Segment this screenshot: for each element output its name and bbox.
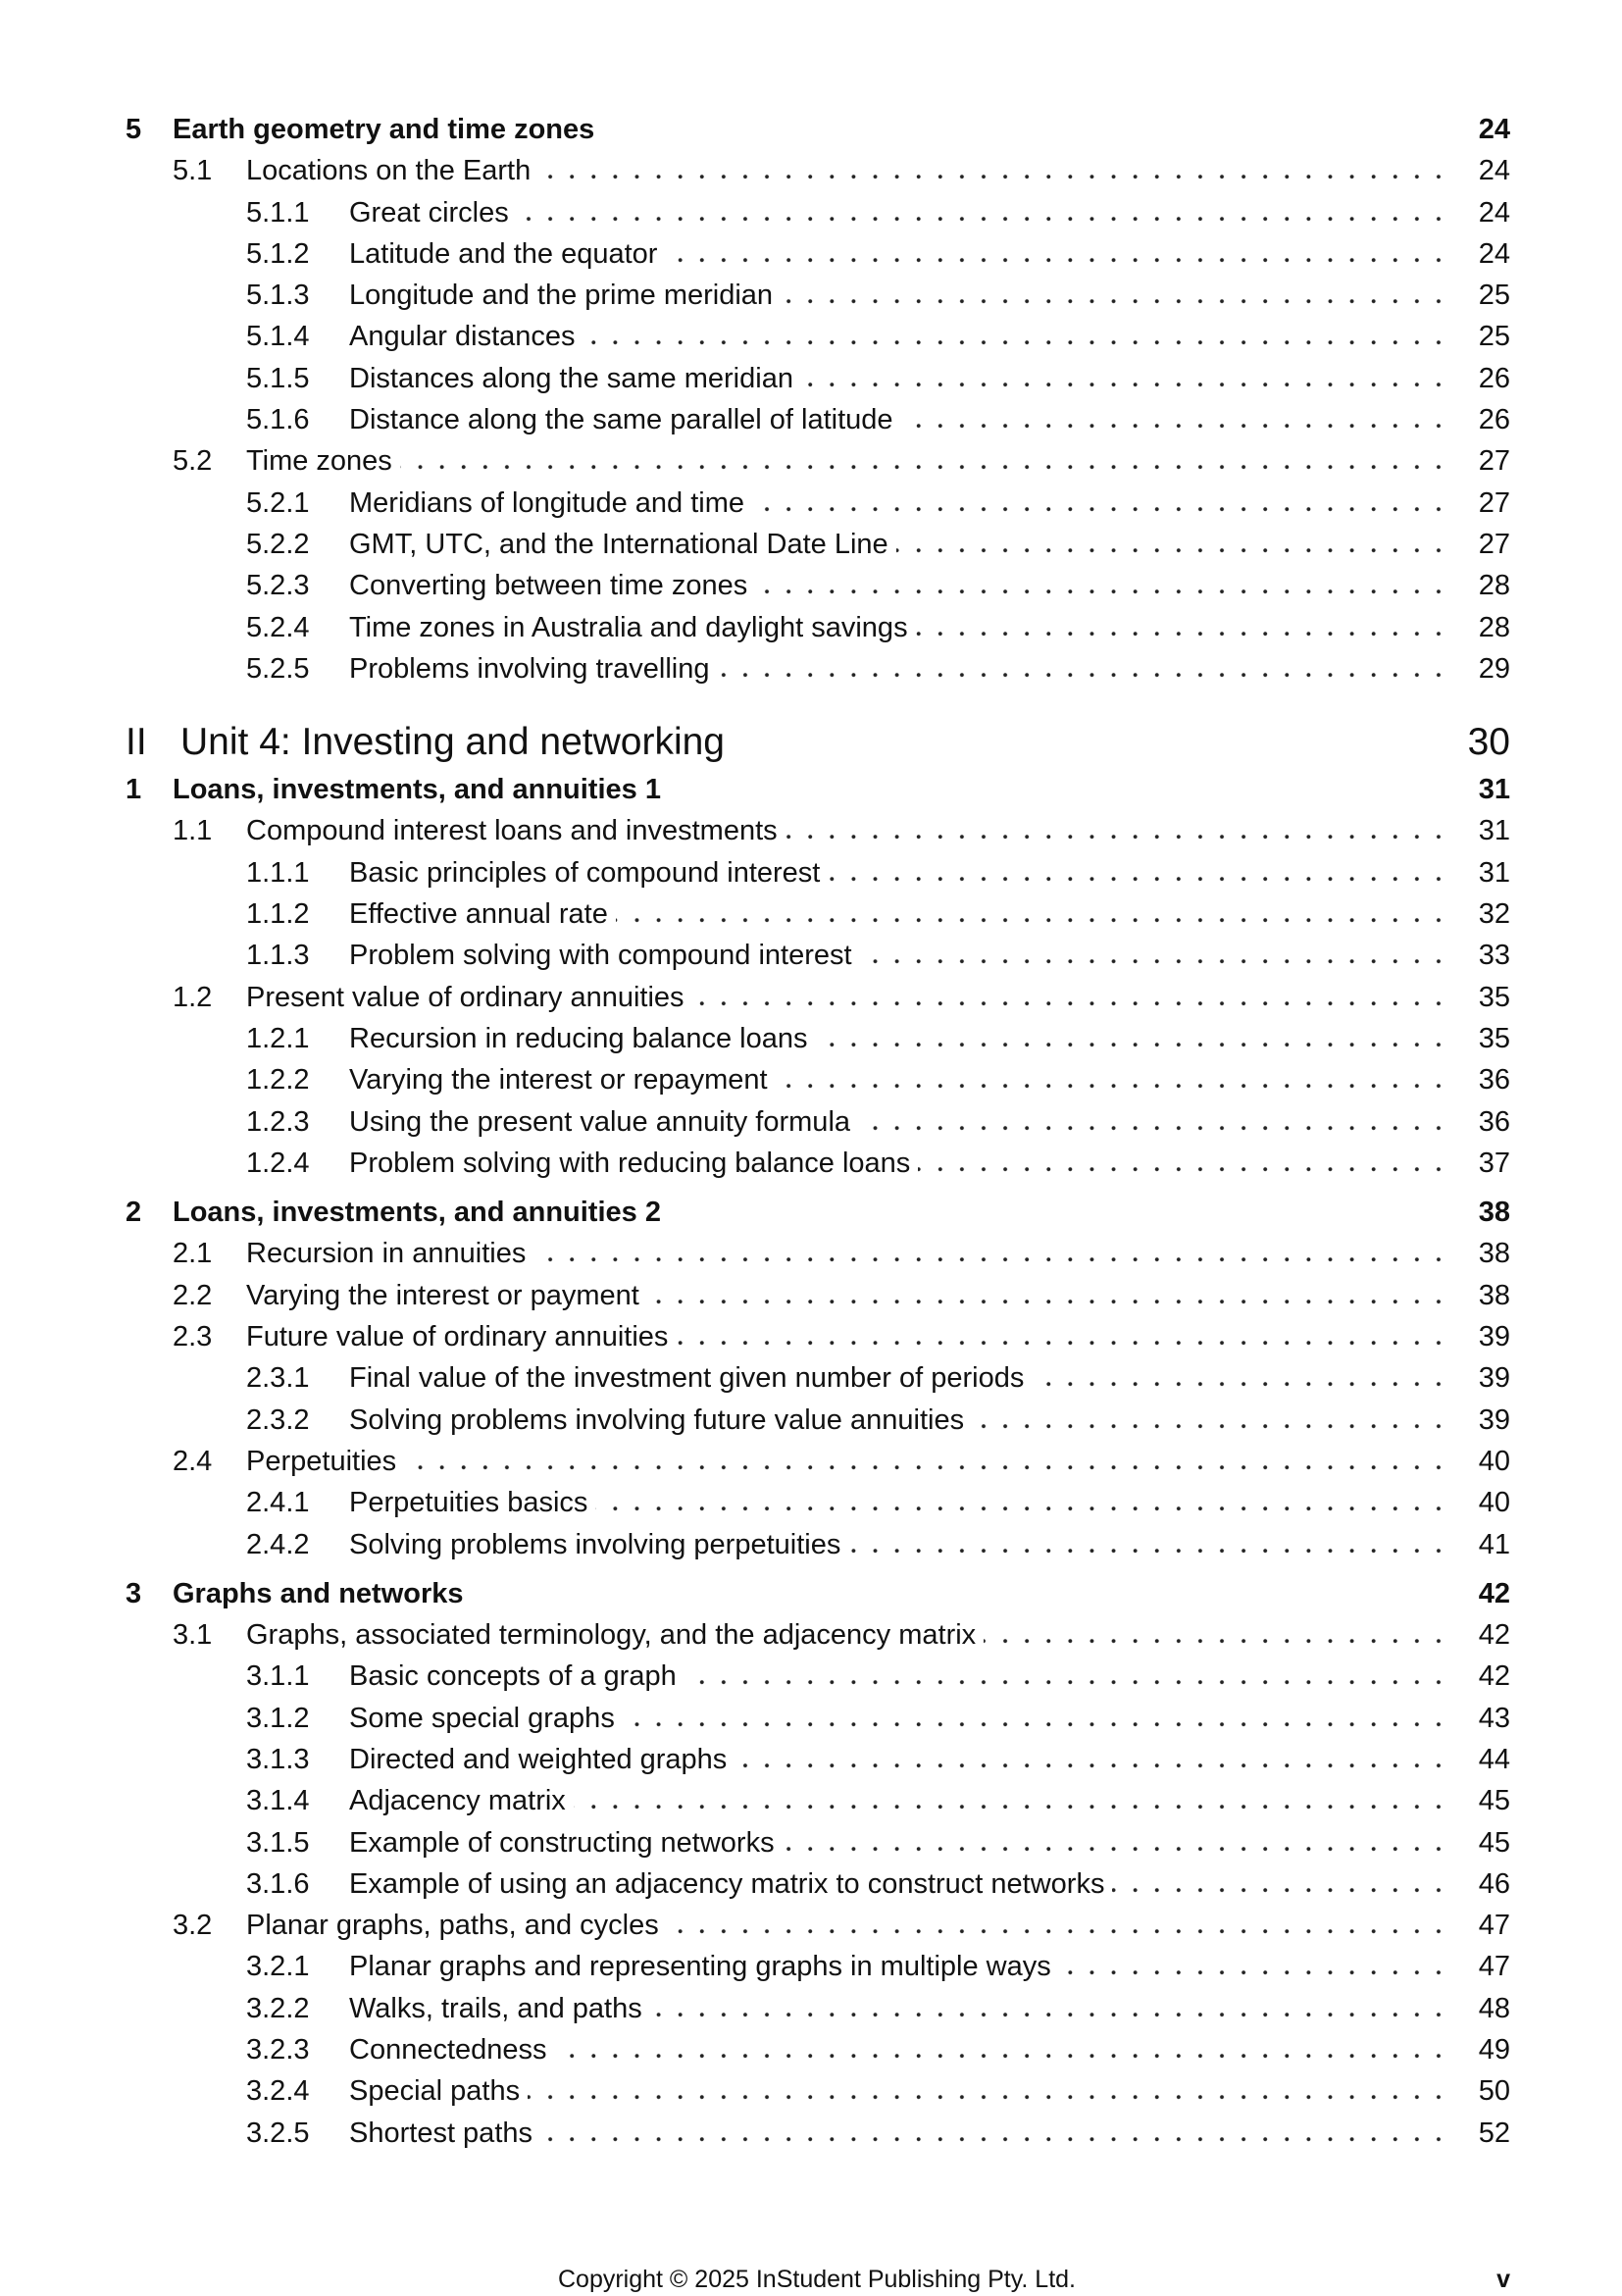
entry-page: 29: [1478, 652, 1510, 685]
toc-entry-subsection[interactable]: [0, 2029, 1622, 2070]
entry-page: 36: [1478, 1064, 1510, 1097]
entry-title: Compound interest loans and investments: [246, 810, 786, 851]
toc-entry-subsection[interactable]: [0, 1018, 1622, 1059]
entry-title: Present value of ordinary annuities: [246, 977, 692, 1018]
dot-leader: [574, 1780, 1449, 1821]
toc-entry-chapter[interactable]: [0, 109, 1622, 150]
copyright-notice: Copyright © 2025 InStudent Publishing Pty. Ltd.: [557, 2266, 1076, 2293]
entry-number: 2.4.2: [246, 1528, 310, 1560]
entry-number: 1.1: [173, 815, 213, 847]
entry-page: 42: [1478, 1577, 1510, 1609]
entry-number: 3.1.1: [246, 1660, 310, 1693]
entry-number: 3.1.5: [246, 1826, 310, 1859]
entry-title: Directed and weighted graphs: [349, 1739, 735, 1780]
dot-leader: [786, 810, 1449, 851]
entry-title: GMT, UTC, and the International Date Line: [349, 524, 896, 565]
dot-leader: [538, 150, 1449, 191]
entry-number: 2.3.1: [246, 1362, 310, 1395]
entry-number: 1.1.3: [246, 940, 310, 972]
entry-number: 5.1: [173, 155, 213, 187]
entry-title: Earth geometry and time zones: [173, 109, 602, 150]
toc-entry-subsection[interactable]: [0, 852, 1622, 893]
entry-title: Recursion in reducing balance loans: [349, 1018, 816, 1059]
entry-title: Solving problems involving future value annuities: [349, 1400, 972, 1441]
entry-number: 3: [126, 1577, 142, 1609]
dot-leader: [896, 524, 1449, 565]
toc-entry-subsection[interactable]: [0, 316, 1622, 357]
entry-number: 1.2: [173, 981, 213, 1013]
entry-title: Effective annual rate: [349, 893, 616, 935]
entry-title: Solving problems involving perpetuities: [349, 1524, 848, 1565]
dot-leader: [517, 192, 1449, 233]
dot-leader: [400, 440, 1449, 482]
entry-page: 33: [1478, 940, 1510, 972]
entry-number: 3.2.5: [246, 2117, 310, 2149]
toc-entry-subsection[interactable]: [0, 893, 1622, 935]
toc-entry-subsection[interactable]: [0, 399, 1622, 440]
entry-number: 1.2.1: [246, 1022, 310, 1054]
entry-page: 26: [1478, 404, 1510, 436]
toc-entry-subsection[interactable]: [0, 1863, 1622, 1905]
entry-title: Perpetuities: [246, 1441, 404, 1482]
entry-page: 35: [1478, 981, 1510, 1013]
dot-leader: [684, 1656, 1449, 1697]
dot-leader: [667, 1905, 1449, 1946]
entry-number: 3.1: [173, 1619, 213, 1652]
entry-number: 5.2: [173, 445, 213, 478]
dot-leader: [623, 1698, 1449, 1739]
entry-title: Planar graphs, paths, and cycles: [246, 1905, 667, 1946]
dot-leader: [816, 1018, 1449, 1059]
entry-page: 47: [1478, 1910, 1510, 1942]
entry-number: 2.4: [173, 1445, 213, 1477]
entry-title: Time zones in Australia and daylight savings: [349, 607, 916, 648]
entry-title: Recursion in annuities: [246, 1233, 533, 1274]
toc-entry-subsection[interactable]: [0, 358, 1622, 399]
dot-leader: [555, 2029, 1449, 2070]
entry-title: Example of constructing networks: [349, 1822, 783, 1863]
dot-leader: [858, 1101, 1449, 1143]
toc-entry-chapter[interactable]: [0, 1192, 1622, 1233]
entry-page: 40: [1478, 1487, 1510, 1519]
entry-number: 3.1.4: [246, 1785, 310, 1817]
dot-leader: [595, 1482, 1449, 1523]
dot-leader: [781, 275, 1449, 316]
entry-number: 3.2.3: [246, 2034, 310, 2066]
entry-number: 2.3.2: [246, 1403, 310, 1436]
toc-entry-chapter[interactable]: [0, 1573, 1622, 1614]
entry-number: 5.1.2: [246, 237, 310, 270]
entry-number: 1: [126, 774, 142, 806]
entry-title: Planar graphs and representing graphs in multiple ways: [349, 1946, 1059, 1987]
entry-title: Final value of the investment given number of periods: [349, 1357, 1032, 1399]
toc-entry-subsection[interactable]: [0, 2113, 1622, 2154]
toc-entry-section[interactable]: [0, 1614, 1622, 1656]
toc-entry-section[interactable]: [0, 1275, 1622, 1316]
entry-page: 41: [1478, 1528, 1510, 1560]
entry-page: 36: [1478, 1105, 1510, 1138]
toc-entry-subsection[interactable]: [0, 1698, 1622, 1739]
toc-entry-subsection[interactable]: [0, 1482, 1622, 1523]
entry-number: 5.2.5: [246, 652, 310, 685]
entry-number: 5.1.4: [246, 321, 310, 353]
entry-page: 30: [1467, 721, 1510, 764]
entry-number: 5.2.4: [246, 611, 310, 643]
entry-number: 3.2.1: [246, 1951, 310, 1983]
entry-number: 5: [126, 114, 142, 145]
dot-leader: [1032, 1357, 1449, 1399]
toc-entry-section[interactable]: [0, 150, 1622, 191]
dot-leader: [848, 1524, 1449, 1565]
entry-title: Latitude and the equator: [349, 233, 665, 275]
entry-page: 40: [1478, 1445, 1510, 1477]
toc-entry-subsection[interactable]: [0, 607, 1622, 648]
entry-page: 46: [1478, 1867, 1510, 1900]
entry-number: 2.2: [173, 1279, 213, 1311]
entry-page: 38: [1478, 1238, 1510, 1270]
dot-leader: [528, 2070, 1449, 2112]
toc-entry-subsection[interactable]: [0, 648, 1622, 689]
dot-leader: [828, 852, 1449, 893]
toc-entry-chapter[interactable]: [0, 769, 1622, 810]
entry-page: 24: [1478, 196, 1510, 229]
entry-title: Connectedness: [349, 2029, 555, 2070]
entry-page: 43: [1478, 1702, 1510, 1734]
toc-entry-subsection[interactable]: [0, 1143, 1622, 1184]
toc-entry-subsection[interactable]: [0, 1739, 1622, 1780]
entry-number: 2.3: [173, 1321, 213, 1353]
entry-number: 1.1.1: [246, 856, 310, 889]
dot-leader: [650, 1988, 1449, 2029]
dot-leader: [1059, 1946, 1449, 1987]
entry-page: 31: [1478, 815, 1510, 847]
toc-entry-section[interactable]: [0, 1233, 1622, 1274]
entry-page: 27: [1478, 486, 1510, 519]
entry-title: Angular distances: [349, 316, 583, 357]
toc-entry-subsection[interactable]: [0, 1822, 1622, 1863]
dot-leader: [718, 648, 1449, 689]
toc-entry-subsection[interactable]: [0, 1059, 1622, 1100]
entry-title: Graphs, associated terminology, and the adjacency matrix: [246, 1614, 984, 1656]
entry-page: 45: [1478, 1826, 1510, 1859]
entry-page: 32: [1478, 898, 1510, 931]
dot-leader: [755, 565, 1449, 606]
toc-entry-subsection[interactable]: [0, 483, 1622, 524]
entry-number: 5.2.2: [246, 528, 310, 560]
entry-title: Using the present value annuity formula: [349, 1101, 858, 1143]
toc-entry-subsection[interactable]: [0, 1780, 1622, 1821]
entry-title: Graphs and networks: [173, 1573, 472, 1614]
entry-title: Distances along the same meridian: [349, 358, 801, 399]
toc-entry-section[interactable]: [0, 810, 1622, 851]
entry-title: Locations on the Earth: [246, 150, 538, 191]
entry-page: 38: [1478, 1279, 1510, 1311]
entry-page: 47: [1478, 1951, 1510, 1983]
entry-title: Basic principles of compound interest: [349, 852, 828, 893]
entry-page: 35: [1478, 1022, 1510, 1054]
toc-entry-subsection[interactable]: [0, 1656, 1622, 1697]
entry-title: Example of using an adjacency matrix to construct networks: [349, 1863, 1112, 1905]
toc-entry-subsection[interactable]: [0, 524, 1622, 565]
dot-leader: [901, 399, 1449, 440]
toc-entry-subsection[interactable]: [0, 935, 1622, 976]
dot-leader: [583, 316, 1449, 357]
dot-leader: [533, 1233, 1449, 1274]
entry-title: Problem solving with compound interest: [349, 935, 860, 976]
entry-page: 45: [1478, 1785, 1510, 1817]
entry-number: II: [126, 721, 147, 764]
entry-number: 5.2.3: [246, 570, 310, 602]
entry-title: Converting between time zones: [349, 565, 755, 606]
toc-entry-subsection[interactable]: [0, 1524, 1622, 1565]
toc-entry-subsection[interactable]: [0, 1357, 1622, 1399]
entry-title: Loans, investments, and annuities 2: [173, 1192, 669, 1233]
toc-entry-section[interactable]: [0, 1905, 1622, 1946]
toc-entry-part[interactable]: [0, 718, 1622, 767]
entry-number: 3.2.2: [246, 1992, 310, 2024]
entry-title: Perpetuities basics: [349, 1482, 595, 1523]
entry-page: 24: [1478, 237, 1510, 270]
entry-title: Some special graphs: [349, 1698, 623, 1739]
entry-page: 42: [1478, 1660, 1510, 1693]
dot-leader: [752, 483, 1449, 524]
entry-page: 27: [1478, 528, 1510, 560]
entry-page: 39: [1478, 1362, 1510, 1395]
entry-title: Unit 4: Investing and networking: [180, 718, 733, 767]
table-of-contents: [0, 109, 1622, 2154]
entry-number: 5.1.1: [246, 196, 310, 229]
toc-entry-subsection[interactable]: [0, 1946, 1622, 1987]
dot-leader: [801, 358, 1449, 399]
dot-leader: [1112, 1863, 1449, 1905]
toc-entry-section[interactable]: [0, 977, 1622, 1018]
dot-leader: [860, 935, 1449, 976]
entry-title: Problems involving travelling: [349, 648, 718, 689]
dot-leader: [404, 1441, 1449, 1482]
entry-title: Future value of ordinary annuities: [246, 1316, 676, 1357]
dot-leader: [916, 607, 1449, 648]
toc-entry-subsection[interactable]: [0, 1400, 1622, 1441]
entry-page: 39: [1478, 1403, 1510, 1436]
entry-number: 3.1.3: [246, 1743, 310, 1775]
entry-page: 26: [1478, 362, 1510, 394]
dot-leader: [735, 1739, 1449, 1780]
dot-leader: [972, 1400, 1449, 1441]
entry-title: Time zones: [246, 440, 400, 482]
toc-entry-subsection[interactable]: [0, 1101, 1622, 1143]
entry-page: 38: [1478, 1197, 1510, 1229]
toc-entry-section[interactable]: [0, 1316, 1622, 1357]
entry-page: 31: [1478, 774, 1510, 806]
entry-page: 49: [1478, 2034, 1510, 2066]
entry-number: 1.2.4: [246, 1147, 310, 1179]
entry-page: 39: [1478, 1321, 1510, 1353]
dot-leader: [692, 977, 1449, 1018]
entry-page: 25: [1478, 321, 1510, 353]
dot-leader: [776, 1059, 1449, 1100]
entry-page: 52: [1478, 2117, 1510, 2149]
dot-leader: [647, 1275, 1449, 1316]
entry-page: 24: [1478, 155, 1510, 187]
entry-title: Great circles: [349, 192, 517, 233]
entry-page: 44: [1478, 1743, 1510, 1775]
entry-number: 3.2.4: [246, 2075, 310, 2108]
entry-number: 1.2.3: [246, 1105, 310, 1138]
entry-title: Adjacency matrix: [349, 1780, 574, 1821]
entry-page: 27: [1478, 445, 1510, 478]
entry-title: Varying the interest or repayment: [349, 1059, 776, 1100]
entry-title: Loans, investments, and annuities 1: [173, 769, 669, 810]
toc-entry-subsection[interactable]: [0, 1988, 1622, 2029]
entry-number: 3.1.6: [246, 1867, 310, 1900]
entry-page: 28: [1478, 611, 1510, 643]
dot-leader: [676, 1316, 1449, 1357]
entry-title: Walks, trails, and paths: [349, 1988, 650, 2029]
entry-title: Problem solving with reducing balance loans: [349, 1143, 918, 1184]
entry-page: 48: [1478, 1992, 1510, 2024]
dot-leader: [616, 893, 1449, 935]
toc-entry-subsection[interactable]: [0, 192, 1622, 233]
toc-entry-section[interactable]: [0, 440, 1622, 482]
entry-page: 37: [1478, 1147, 1510, 1179]
entry-number: 3.2: [173, 1910, 213, 1942]
entry-number: 2.1: [173, 1238, 213, 1270]
entry-number: 3.1.2: [246, 1702, 310, 1734]
entry-number: 5.2.1: [246, 486, 310, 519]
entry-page: 24: [1478, 114, 1510, 145]
toc-entry-subsection[interactable]: [0, 275, 1622, 316]
entry-title: Special paths: [349, 2070, 528, 2112]
dot-leader: [665, 233, 1449, 275]
entry-number: 2.4.1: [246, 1487, 310, 1519]
entry-number: 2: [126, 1197, 142, 1229]
entry-title: Distance along the same parallel of latitude: [349, 399, 901, 440]
toc-entry-section[interactable]: [0, 1441, 1622, 1482]
entry-page: 28: [1478, 570, 1510, 602]
dot-leader: [783, 1822, 1449, 1863]
entry-title: Shortest paths: [349, 2113, 540, 2154]
toc-entry-subsection[interactable]: [0, 233, 1622, 275]
entry-title: Varying the interest or payment: [246, 1275, 647, 1316]
entry-page: 42: [1478, 1619, 1510, 1652]
entry-page: 50: [1478, 2075, 1510, 2108]
dot-leader: [918, 1143, 1449, 1184]
entry-page: 31: [1478, 856, 1510, 889]
entry-page: 25: [1478, 280, 1510, 312]
entry-title: Meridians of longitude and time: [349, 483, 752, 524]
page-number: v: [1496, 2266, 1510, 2293]
dot-leader: [984, 1614, 1449, 1656]
entry-title: Basic concepts of a graph: [349, 1656, 684, 1697]
entry-number: 1.2.2: [246, 1064, 310, 1097]
toc-entry-subsection[interactable]: [0, 2070, 1622, 2112]
toc-entry-subsection[interactable]: [0, 565, 1622, 606]
entry-title: Longitude and the prime meridian: [349, 275, 781, 316]
entry-number: 5.1.3: [246, 280, 310, 312]
dot-leader: [540, 2113, 1449, 2154]
entry-number: 1.1.2: [246, 898, 310, 931]
entry-number: 5.1.6: [246, 404, 310, 436]
entry-number: 5.1.5: [246, 362, 310, 394]
